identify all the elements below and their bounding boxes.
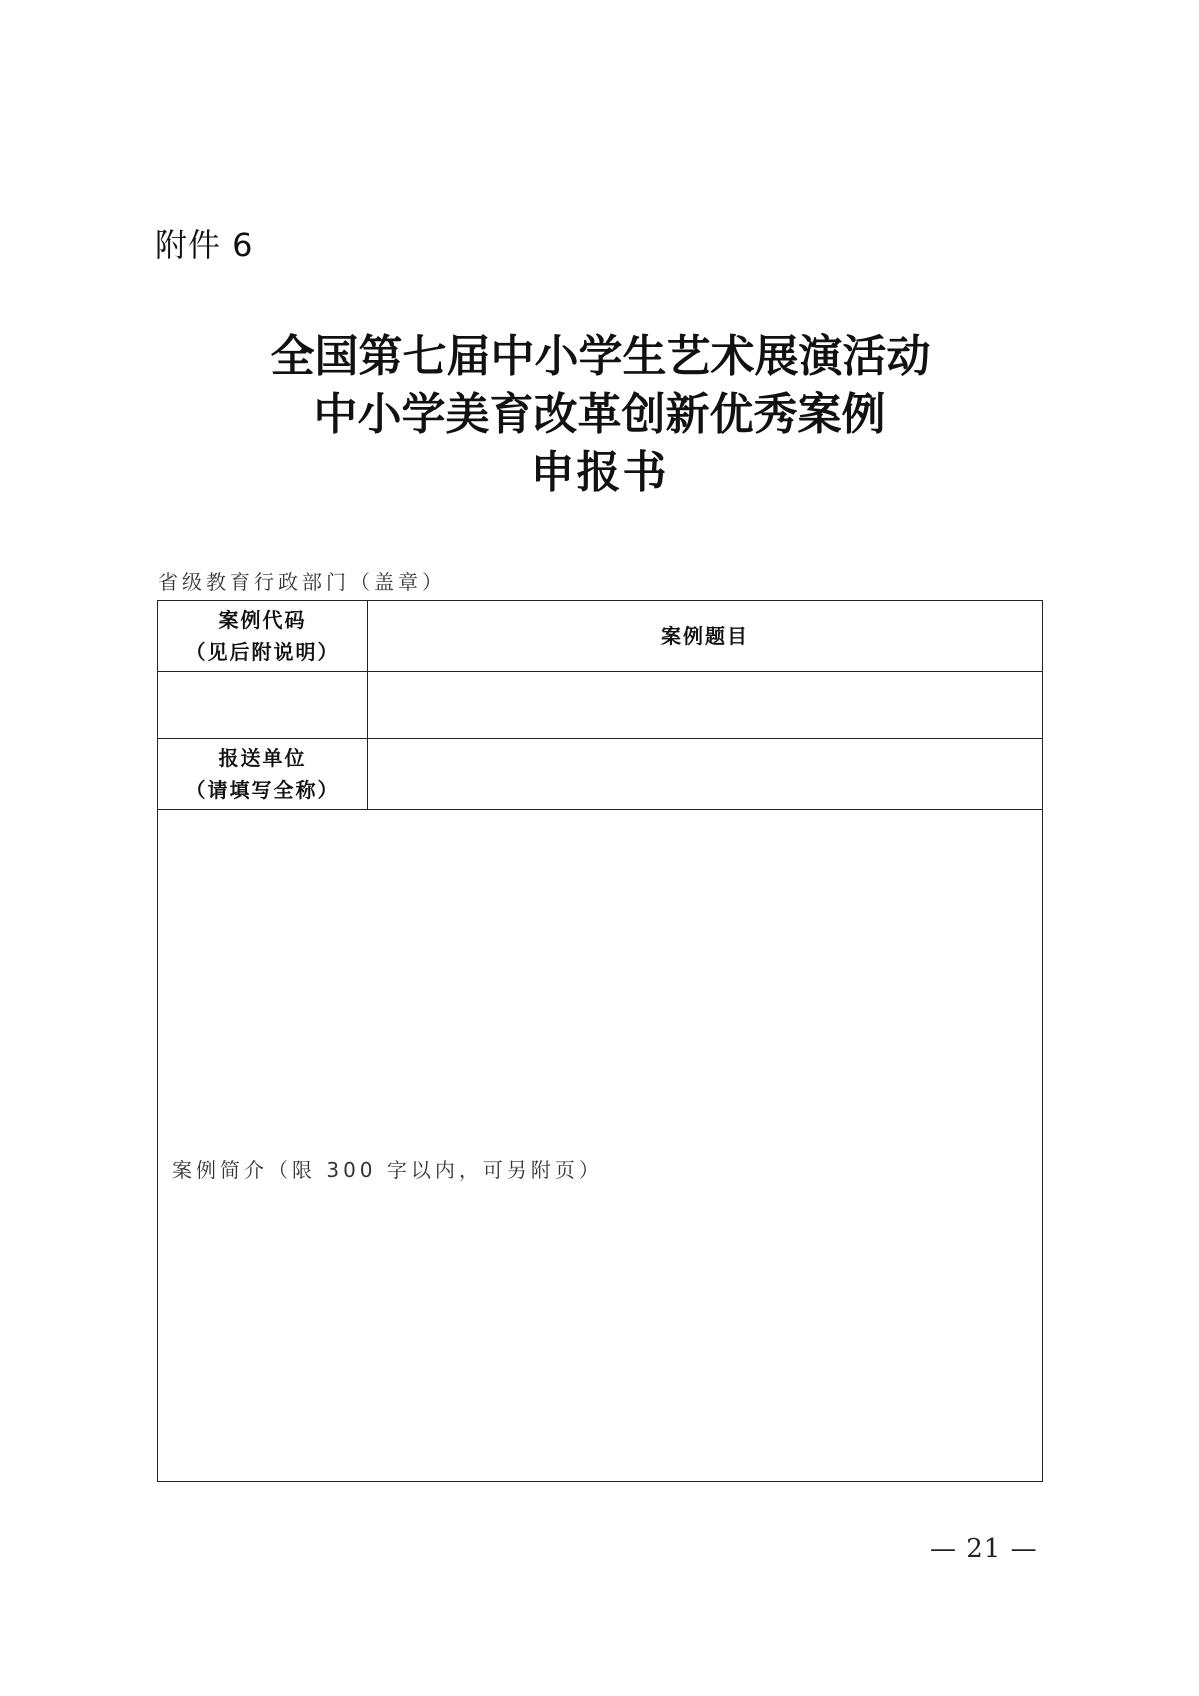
- case-code-note: （见后附说明）: [185, 640, 340, 664]
- case-code-label: 案例代码: [218, 608, 307, 632]
- table-header-row: [158, 601, 1043, 672]
- attachment-label: 附件 6: [155, 226, 254, 264]
- dept-label: 省级教育行政部门（盖章）: [158, 570, 446, 594]
- summary-label: 案例简介（限 300 字以内，可另附页）: [172, 1158, 603, 1182]
- case-code-field[interactable]: [158, 672, 368, 739]
- case-entry-row: [158, 672, 1043, 739]
- unit-note: （请填写全称）: [185, 778, 340, 802]
- page-number: — 21 —: [930, 1534, 1038, 1564]
- unit-header: [158, 739, 368, 810]
- title-line-2: 中小学美育改革创新优秀案例: [313, 389, 886, 440]
- application-form-table: [157, 600, 1043, 1482]
- case-title-header: [368, 601, 1043, 672]
- title-line-1: 全国第七届中小学生艺术展演活动: [270, 331, 931, 382]
- unit-field[interactable]: [368, 739, 1043, 810]
- summary-row: [158, 810, 1043, 1482]
- case-title-field[interactable]: [368, 672, 1043, 739]
- unit-row: [158, 739, 1043, 810]
- summary-field[interactable]: [158, 810, 1043, 1482]
- document-title: [0, 328, 1199, 502]
- case-title-label: 案例题目: [661, 624, 749, 648]
- case-code-header: [158, 601, 368, 672]
- title-line-3: 申报书: [530, 447, 669, 498]
- unit-label: 报送单位: [218, 746, 307, 770]
